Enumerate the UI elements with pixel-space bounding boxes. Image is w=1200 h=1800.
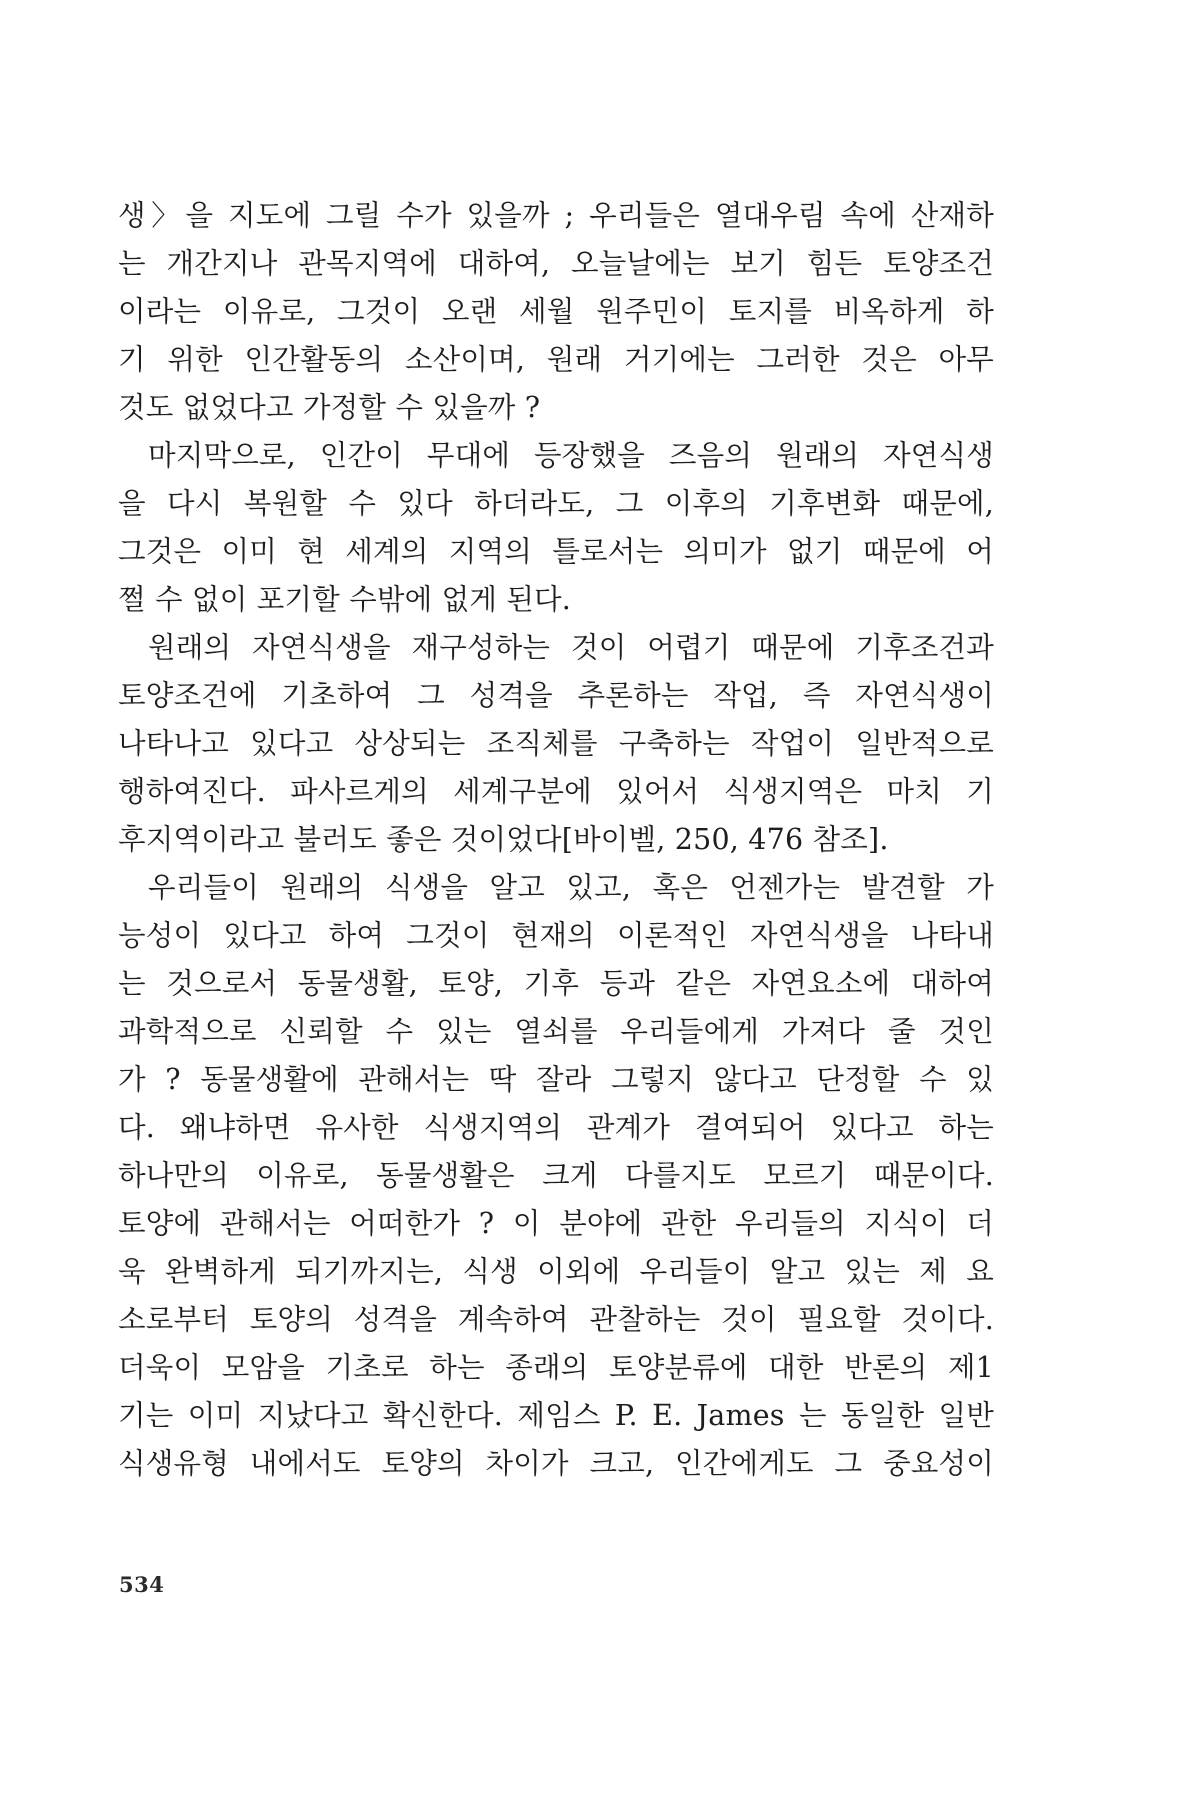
text-line: 기 위한 인간활동의 소산이며, 원래 거기에는 그러한 것은 아무 [118,343,994,376]
text-line: 을 다시 복원할 수 있다 하더라도, 그 이후의 기후변화 때문에, [118,487,994,520]
text-line: 이라는 이유로, 그것이 오랜 세월 원주민이 토지를 비옥하게 하 [118,295,994,328]
page-number: 534 [119,1572,165,1597]
text-line: 더욱이 모암을 기초로 하는 종래의 토양분류에 대한 반론의 제1 [118,1351,994,1384]
text-line: 기는 이미 지났다고 확신한다. 제임스 P. E. James 는 동일한 일반 [118,1399,994,1432]
text-line: 하나만의 이유로, 동물생활은 크게 다를지도 모르기 때문이다. [118,1159,994,1192]
text-line: 토양조건에 기초하여 그 성격을 추론하는 작업, 즉 자연식생이 [118,679,994,712]
text-line: 식생유형 내에서도 토양의 차이가 크고, 인간에게도 그 중요성이 [118,1447,994,1480]
text-line: 그것은 이미 현 세계의 지역의 틀로서는 의미가 없기 때문에 어 [118,535,994,568]
text-line: 행하여진다. 파사르게의 세계구분에 있어서 식생지역은 마치 기 [118,775,994,808]
text-line: 토양에 관해서는 어떠한가 ? 이 분야에 관한 우리들의 지식이 더 [118,1207,994,1240]
text-line: 우리들이 원래의 식생을 알고 있고, 혹은 언젠가는 발견할 가 [148,871,994,904]
text-line: 는 개간지나 관목지역에 대하여, 오늘날에는 보기 힘든 토양조건 [118,247,994,280]
text-line: 는 것으로서 동물생활, 토양, 기후 등과 같은 자연요소에 대하여 [118,967,994,1000]
text-line: 마지막으로, 인간이 무대에 등장했을 즈음의 원래의 자연식생 [148,439,994,472]
text-line: 다. 왜냐하면 유사한 식생지역의 관계가 결여되어 있다고 하는 [118,1111,994,1144]
text-line: 소로부터 토양의 성격을 계속하여 관찰하는 것이 필요할 것이다. [118,1303,994,1336]
text-line: 쩔 수 없이 포기할 수밖에 없게 된다. [118,583,572,616]
text-line: 욱 완벽하게 되기까지는, 식생 이외에 우리들이 알고 있는 제 요 [118,1255,994,1288]
text-line: 나타나고 있다고 상상되는 조직체를 구축하는 작업이 일반적으로 [118,727,994,760]
text-line: 과학적으로 신뢰할 수 있는 열쇠를 우리들에게 가져다 줄 것인 [118,1015,994,1048]
text-line: 능성이 있다고 하여 그것이 현재의 이론적인 자연식생을 나타내 [118,919,994,952]
text-line: 것도 없었다고 가정할 수 있을까 ? [118,391,541,424]
body-text [118,192,994,1488]
text-line: 원래의 자연식생을 재구성하는 것이 어렵기 때문에 기후조건과 [148,631,994,664]
text-line: 후지역이라고 불러도 좋은 것이었다[바이벨, 250, 476 참조]. [118,823,889,856]
text-line: 생〉을 지도에 그릴 수가 있을까 ; 우리들은 열대우림 속에 산재하 [118,199,994,232]
text-line: 가 ? 동물생활에 관해서는 딱 잘라 그렇지 않다고 단정할 수 있 [118,1063,994,1096]
